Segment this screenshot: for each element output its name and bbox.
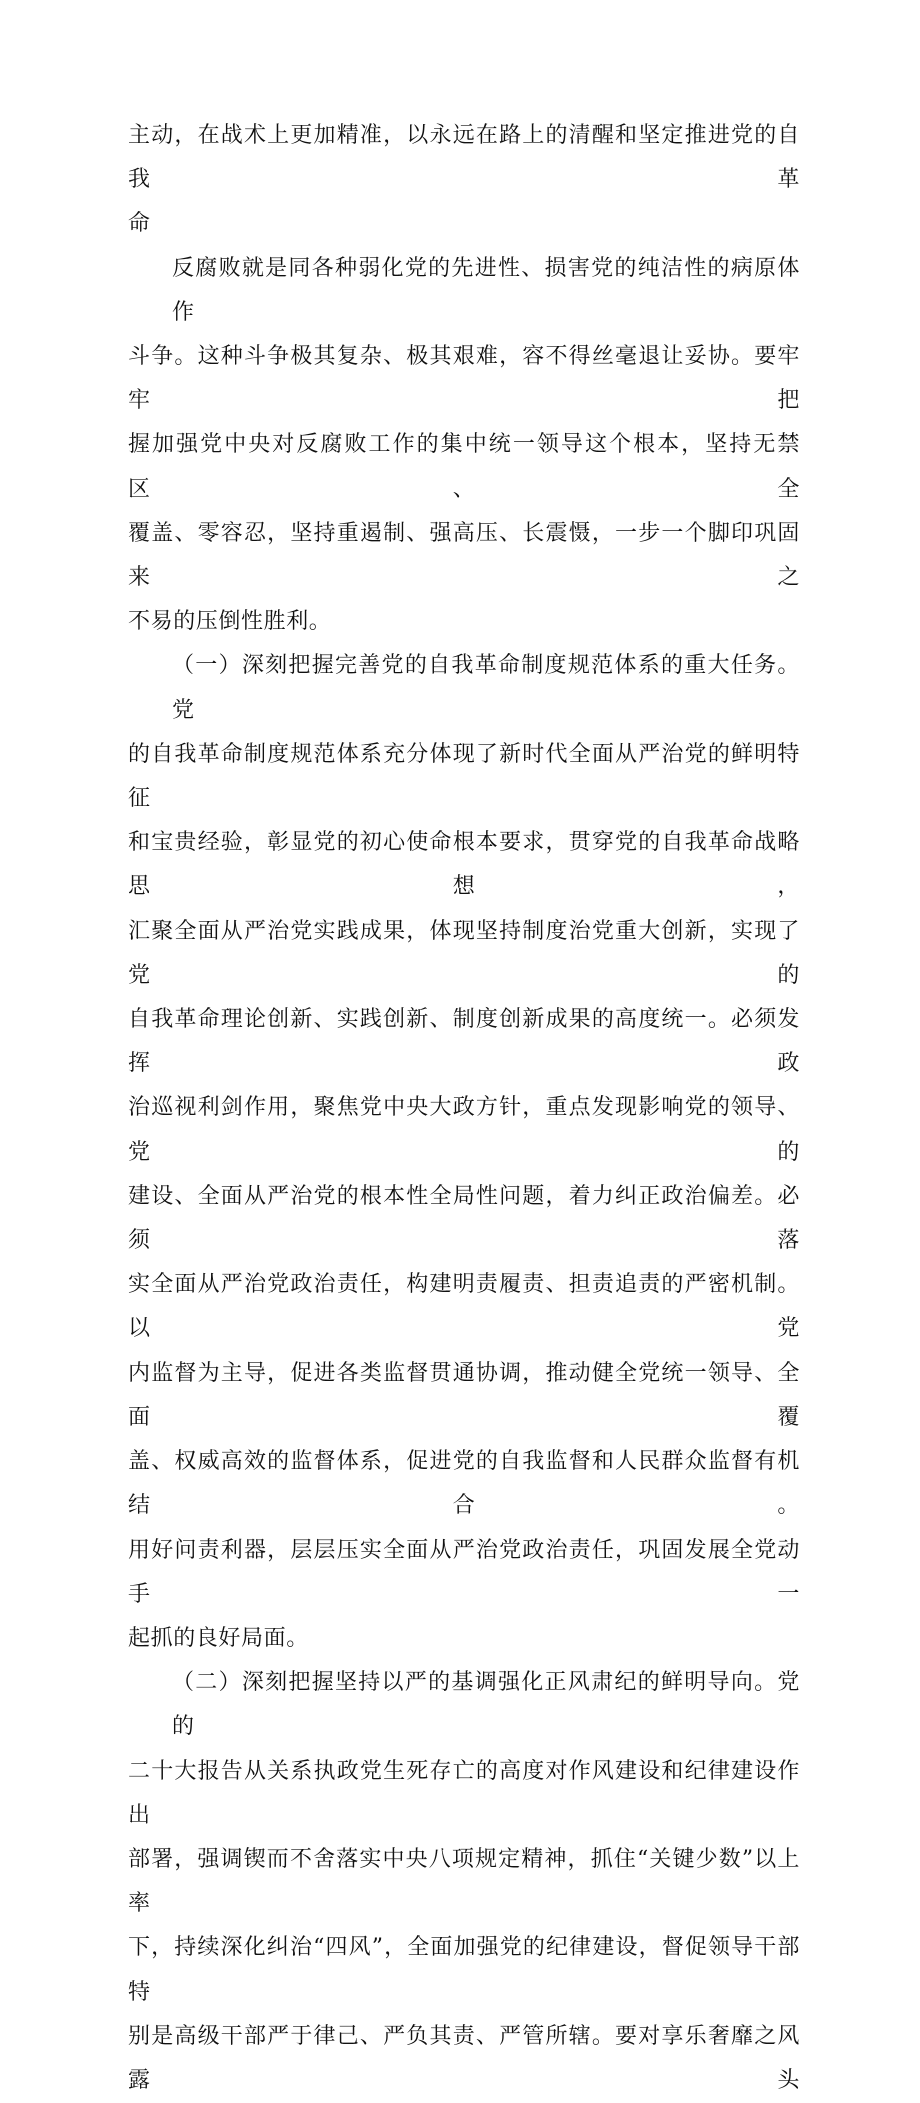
text-line: 实全面从严治党政治责任，构建明责履责、担责追责的严密机制。以党 <box>128 1272 800 1342</box>
text-line: 盖、权威高效的监督体系，促进党的自我监督和人民群众监督有机结合。 <box>128 1449 800 1519</box>
text-line: （二）深刻把握坚持以严的基调强化正风肃纪的鲜明导向。党的 <box>172 1670 800 1740</box>
text-line: 下，持续深化纠治“四风”，全面加强党的纪律建设，督促领导干部特 <box>128 1935 800 2005</box>
document-body <box>128 114 800 2103</box>
paragraph-4 <box>128 1661 800 2103</box>
text-line: 斗争。这种斗争极其复杂、极其艰难，容不得丝毫退让妥协。要牢牢把 <box>128 344 800 414</box>
text-line: 起抓的良好局面。 <box>128 1625 309 1651</box>
text-line: 汇聚全面从严治党实践成果，体现坚持制度治党重大创新，实现了党的 <box>128 918 800 988</box>
text-line: 二十大报告从关系执政党生死存亡的高度对作风建设和纪律建设作出 <box>128 1758 800 1828</box>
text-line: 反腐败就是同各种弱化党的先进性、损害党的纯洁性的病原体作 <box>172 255 800 325</box>
text-line: 建设、全面从严治党的根本性全局性问题，着力纠正政治偏差。必须落 <box>128 1183 800 1254</box>
text-line: 部署，强调锲而不舍落实中央八项规定精神，抓住“关键少数”以上率 <box>128 1846 800 1917</box>
text-line: 治巡视利剑作用，聚焦党中央大政方针，重点发现影响党的领导、党的 <box>128 1095 800 1165</box>
paragraph-2 <box>128 247 800 645</box>
text-line: 主动，在战术上更加精准，以永远在路上的清醒和坚定推进党的自我革 <box>128 123 800 193</box>
text-line: 不易的压倒性胜利。 <box>128 609 332 635</box>
text-line: 和宝贵经验，彰显党的初心使命根本要求，贯穿党的自我革命战略思想， <box>128 830 800 900</box>
text-line: 覆盖、零容忍，坚持重遏制、强高压、长震慑，一步一个脚印巩固来之 <box>128 520 800 591</box>
text-line: （一）深刻把握完善党的自我革命制度规范体系的重大任务。党 <box>172 653 800 723</box>
paragraph-1 <box>128 114 800 247</box>
text-line: 别是高级干部严于律己、严负其责、严管所辖。要对享乐奢靡之风露头 <box>128 2023 800 2093</box>
paragraph-3 <box>128 644 800 1661</box>
text-line: 命 <box>128 211 151 237</box>
text-line: 的自我革命制度规范体系充分体现了新时代全面从严治党的鲜明特征 <box>128 741 800 812</box>
text-line: 内监督为主导，促进各类监督贯通协调，推动健全党统一领导、全面覆 <box>128 1360 800 1430</box>
text-line: 自我革命理论创新、实践创新、制度创新成果的高度统一。必须发挥政 <box>128 1007 800 1077</box>
text-line: 用好问责利器，层层压实全面从严治党政治责任，巩固发展全党动手一 <box>128 1537 800 1607</box>
text-line: 握加强党中央对反腐败工作的集中统一领导这个根本，坚持无禁区、全 <box>128 432 800 502</box>
